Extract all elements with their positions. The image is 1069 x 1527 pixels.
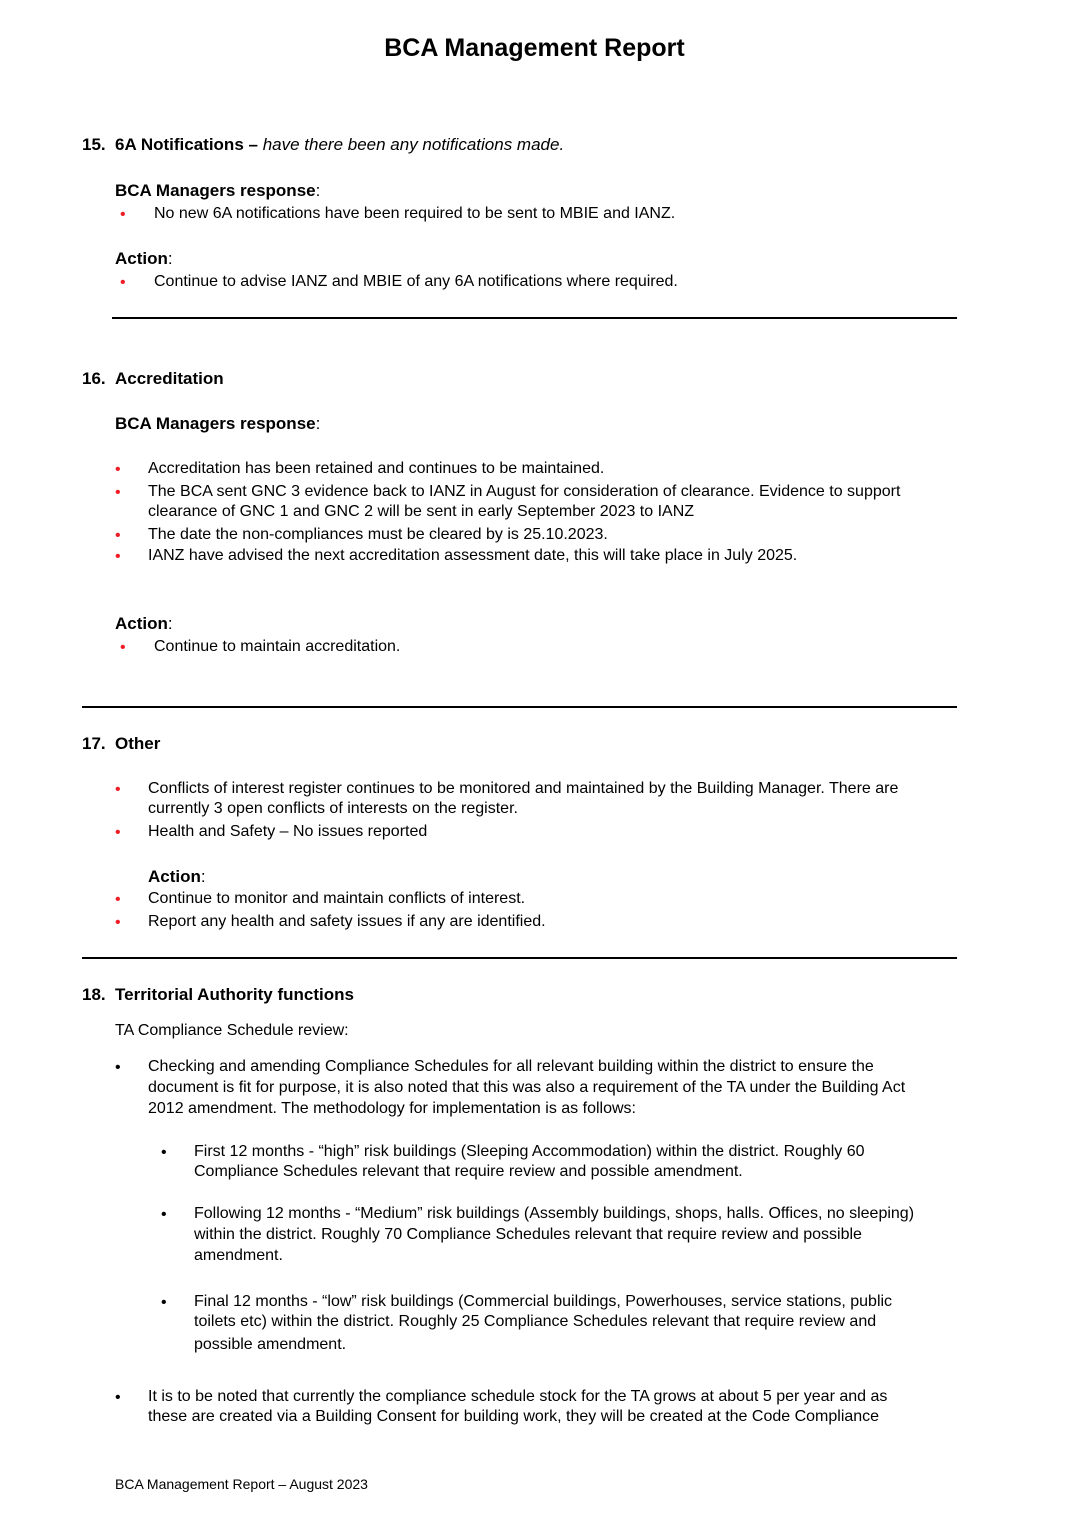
report-title: BCA Management Report [384, 34, 685, 62]
section-18-heading [82, 985, 354, 1005]
sub-item-line: toilets etc) within the district. Roughly 25 Compliance Schedules relevant that require review and [194, 1313, 877, 1330]
bullet-icon: • [161, 1144, 167, 1161]
list-item: Continue to monitor and maintain conflicts of interest. [148, 890, 526, 907]
list-item: IANZ have advised the next accreditation assessment date, this will take place in July 2025. [148, 547, 798, 564]
page-footer: BCA Management Report – August 2023 [115, 1476, 368, 1492]
action-label: Action: [148, 867, 206, 886]
list-item: The date the non-compliances must be cleared by is 25.10.2023. [148, 526, 608, 543]
section-divider [112, 317, 957, 319]
response-label: BCA Managers response: [115, 181, 321, 200]
bullet-icon: • [115, 548, 121, 565]
section-number: 18. [82, 985, 106, 1004]
list-item: Accreditation has been retained and continues to be maintained. [148, 460, 605, 477]
bullet-icon: • [161, 1206, 167, 1223]
paragraph-line: 2012 amendment. The methodology for implementation is as follows: [148, 1100, 636, 1117]
section-number: 15. [82, 135, 106, 154]
list-item: Health and Safety – No issues reported [148, 823, 428, 840]
section-17-heading [82, 734, 160, 754]
section-title: Accreditation [115, 369, 224, 388]
bullet-icon: • [115, 484, 121, 501]
bullet-icon: • [120, 274, 126, 291]
sub-item-line: Final 12 months - “low” risk buildings (Commercial buildings, Powerhouses, service stations, public [194, 1293, 893, 1310]
bullet-icon: • [115, 461, 121, 478]
section-number: 16. [82, 369, 106, 388]
bullet-icon: • [115, 527, 121, 544]
list-item: The BCA sent GNC 3 evidence back to IANZ in August for consideration of clearance. Evidence to support [148, 483, 901, 500]
sub-item-line: possible amendment. [194, 1336, 347, 1353]
list-item: No new 6A notifications have been required to be sent to MBIE and IANZ. [154, 205, 676, 222]
sub-item-line: First 12 months - “high” risk buildings (Sleeping Accommodation) within the district. Roughly 60 [194, 1143, 865, 1160]
sub-item-line: Compliance Schedules relevant that require review and possible amendment. [194, 1163, 743, 1180]
section-15-heading [82, 135, 564, 155]
action-label: Action: [115, 249, 173, 268]
section-divider [82, 706, 957, 708]
list-item: Continue to advise IANZ and MBIE of any 6A notifications where required. [154, 273, 678, 290]
list-item-continuation: clearance of GNC 1 and GNC 2 will be sent in early September 2023 to IANZ [148, 503, 695, 520]
list-item-continuation: currently 3 open conflicts of interests on the register. [148, 800, 518, 817]
list-item: Continue to maintain accreditation. [154, 638, 401, 655]
section-intro: TA Compliance Schedule review: [115, 1022, 349, 1039]
paragraph-line: Checking and amending Compliance Schedules for all relevant building within the district to ensure the [148, 1058, 874, 1075]
bullet-icon: • [115, 1059, 121, 1076]
list-item: Conflicts of interest register continues to be monitored and maintained by the Building Manager. There are [148, 780, 899, 797]
bullet-icon: • [161, 1294, 167, 1311]
paragraph-line: It is to be noted that currently the compliance schedule stock for the TA grows at about 5 per year and as [148, 1388, 888, 1405]
section-number: 17. [82, 734, 106, 753]
paragraph-line: these are created via a Building Consent for building work, they will be created at the Code Compliance [148, 1408, 880, 1425]
sub-item-line: amendment. [194, 1247, 283, 1264]
bullet-icon: • [115, 914, 121, 931]
action-label: Action: [115, 614, 173, 633]
bullet-icon: • [115, 891, 121, 908]
bullet-icon: • [120, 639, 126, 656]
bullet-icon: • [115, 824, 121, 841]
section-16-heading [82, 369, 224, 389]
section-subtitle: have there been any notifications made. [262, 135, 565, 154]
section-title: 6A Notifications – [115, 135, 258, 154]
response-label: BCA Managers response: [115, 414, 321, 433]
sub-item-line: Following 12 months - “Medium” risk buildings (Assembly buildings, shops, halls. Offices, no sleeping) [194, 1205, 915, 1222]
bullet-icon: • [120, 206, 126, 223]
section-title: Other [115, 734, 161, 753]
bullet-icon: • [115, 1389, 121, 1406]
section-title: Territorial Authority functions [115, 985, 354, 1004]
bullet-icon: • [115, 781, 121, 798]
list-item: Report any health and safety issues if any are identified. [148, 913, 546, 930]
section-divider [82, 957, 957, 959]
paragraph-line: document is fit for purpose, it is also noted that this was also a requirement of the TA under the Building Act [148, 1079, 906, 1096]
sub-item-line: within the district. Roughly 70 Compliance Schedules relevant that require review and possible [194, 1226, 862, 1243]
